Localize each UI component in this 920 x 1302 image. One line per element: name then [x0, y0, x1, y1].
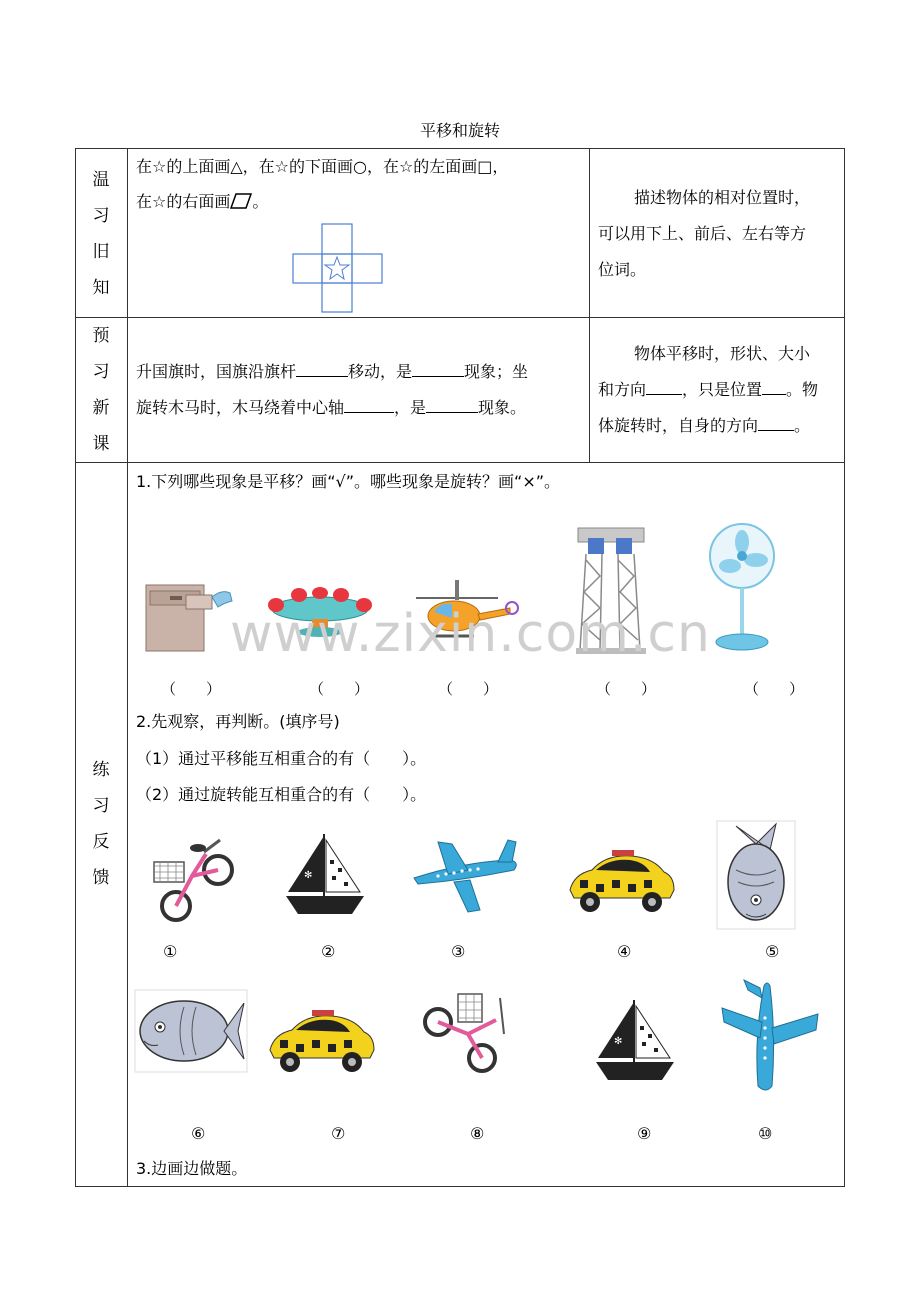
question-2-sub1: （1）通过平移能互相重合的有（ ）。 [136, 749, 427, 768]
preview-question-line2: 旋转木马时，木马绕着中心轴 ，是 现象。 [136, 390, 526, 426]
answer-paren-1[interactable]: （ ） [161, 680, 222, 698]
review-note: 描述物体的相对位置时， 可以用下上、前后、左右等方 位词。 [598, 188, 811, 279]
bicycle-image [146, 826, 242, 926]
question-2: 2.先观察，再判断。(填序号) [136, 712, 340, 731]
question-3: 3.边画边做题。 [136, 1159, 248, 1178]
fish-image [134, 989, 248, 1073]
sailboat-image [282, 832, 368, 916]
answer-paren-5[interactable]: （ ） [744, 680, 805, 698]
row-divider [75, 462, 845, 463]
figure-number: ② [321, 942, 336, 961]
car-image [566, 846, 676, 914]
answer-blank[interactable] [758, 412, 794, 431]
question-2-sub2: （2）通过旋转能互相重合的有（ ）。 [136, 785, 427, 804]
question-1: 1.下列哪些现象是平移？画“√”。哪些现象是旋转？画“×”。 [136, 472, 561, 491]
answer-blank[interactable] [412, 358, 464, 377]
preview-question-line1: 升国旗时，国旗沿旗杆 移动，是 现象；坐 [136, 354, 528, 390]
figure-number: ⑥ [191, 1124, 206, 1143]
figure-number: ⑧ [470, 1124, 485, 1143]
car-image [266, 1006, 378, 1076]
drawer-cabinet-image [140, 575, 236, 655]
svg-text:✻: ✻ [304, 870, 313, 881]
column-divider [589, 148, 590, 462]
svg-text:✻: ✻ [614, 1036, 623, 1047]
electric-fan-image [706, 520, 782, 654]
answer-blank[interactable] [296, 358, 348, 377]
answer-paren-3[interactable]: （ ） [438, 680, 499, 698]
column-divider [127, 148, 128, 1187]
airplane-image [408, 836, 520, 916]
parallelogram-icon [230, 192, 252, 210]
section-label-practice: 练 习 反 馈 [92, 760, 110, 888]
answer-blank[interactable] [762, 376, 786, 395]
figure-number: ⑦ [331, 1124, 346, 1143]
answer-paren-4[interactable]: （ ） [596, 680, 657, 698]
airplane-image [718, 978, 822, 1098]
figure-number: ③ [451, 942, 466, 961]
preview-note: 物体平移时，形状、大小 和方向 ，只是位置 。物 体旋转时，自身的方向 。 [598, 344, 819, 435]
answer-blank[interactable] [344, 394, 394, 413]
figure-number: ① [163, 942, 178, 961]
answer-blank[interactable] [646, 376, 682, 395]
answer-paren-2[interactable]: （ ） [309, 680, 370, 698]
figure-number: ⑤ [765, 942, 780, 961]
bicycle-image [416, 990, 520, 1080]
row-divider [75, 317, 845, 318]
fish-image [716, 820, 796, 930]
watermark: www.zixin.com.cn [230, 604, 711, 664]
review-instruction-line1: 在☆的上面画△，在☆的下面画○，在☆的左面画□， [136, 157, 509, 176]
section-label-preview: 预 习 新 课 [92, 326, 110, 454]
figure-number: ④ [617, 942, 632, 961]
figure-number: ⑩ [758, 1124, 773, 1143]
sailboat-image [592, 998, 678, 1082]
star-grid-diagram [292, 223, 384, 313]
review-instruction-line2: 在☆的右面画 。 [136, 192, 269, 211]
page-title: 平移和旋转 [419, 121, 500, 140]
figure-number: ⑨ [637, 1124, 652, 1143]
section-label-review: 温 习 旧 知 [92, 170, 110, 298]
answer-blank[interactable] [426, 394, 478, 413]
